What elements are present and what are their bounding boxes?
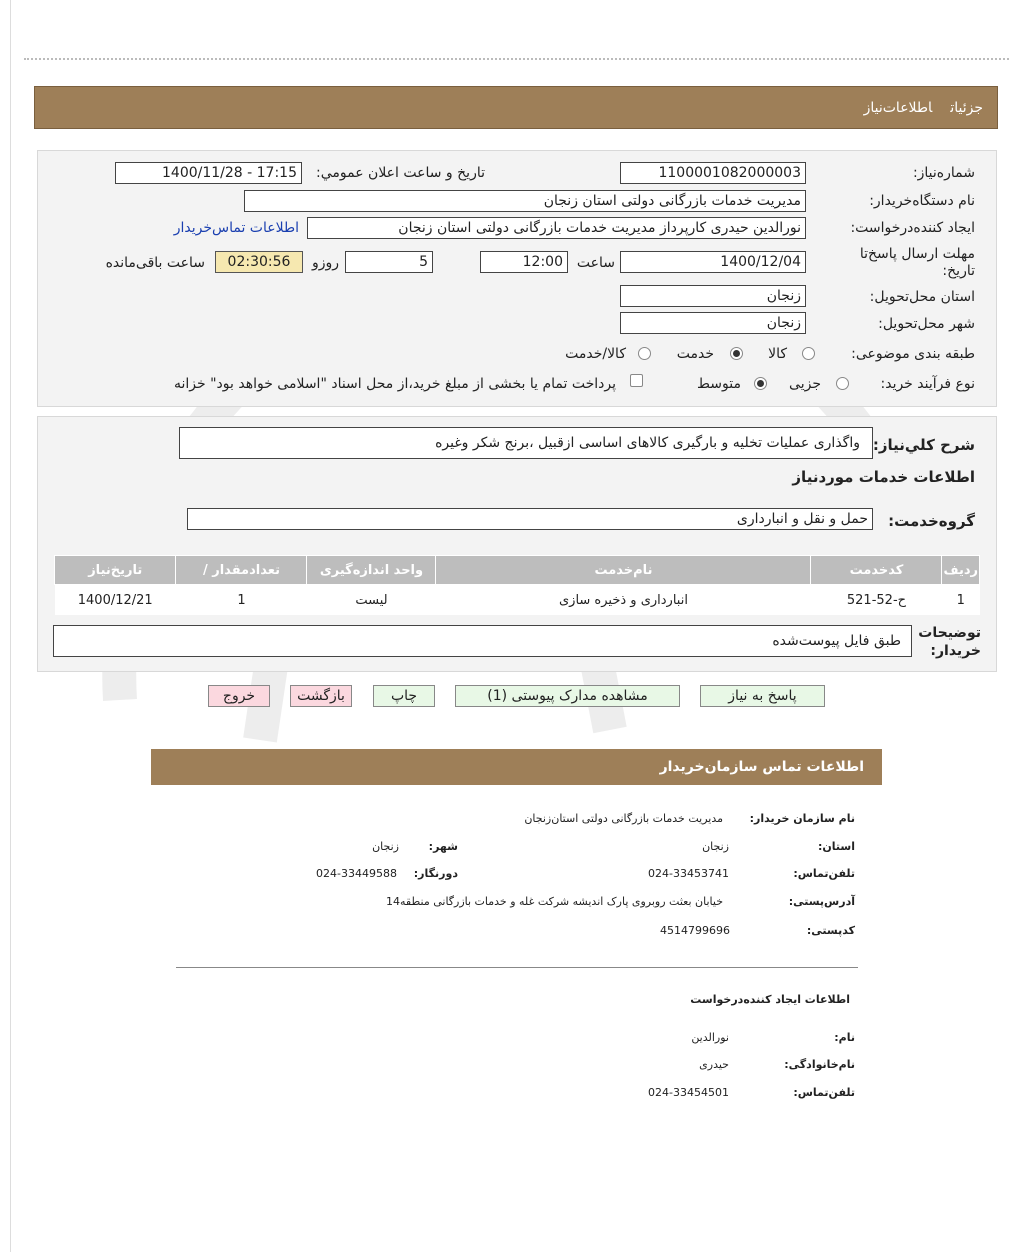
delivery-province-label: استان محل‌تحویل: (869, 289, 975, 305)
buyer-org-label: نام دستگاه‌خریدار: (869, 193, 975, 209)
announce-date-field: 1400/11/28 - 17:15 (115, 162, 302, 184)
deadline-label: مهلت ارسال پاسخ‌تا تاریخ: (859, 246, 975, 279)
time-remaining-field: 02:30:56 (215, 251, 303, 273)
general-description-label: شرح کلي‌نیاز: (872, 436, 975, 454)
row-service-name: انبارداری و ذخیره سازی (436, 585, 811, 616)
process-minor-radio[interactable] (836, 377, 849, 390)
buyer-org-field: مدیریت خدمات بازرگانی دولتی استان زنجان (244, 190, 806, 212)
reply-button[interactable]: پاسخ به نیاز (700, 685, 825, 707)
contact-postal-value: 4514799696 (660, 924, 730, 937)
buyer-contact-title: اطلاعات تماس سازمان‌خریدار (659, 759, 864, 775)
contact-city-label: شهر: (428, 840, 458, 853)
contact-province-label: استان: (818, 840, 855, 853)
col-qty-header: تعدادمقدار / (176, 556, 307, 585)
need-number-label: شماره‌نیاز: (912, 165, 975, 181)
general-description-field: واگذاری عملیات تخلیه و بارگیری کالاهای اساسی ازقبیل ،برنج شکر وغیره (179, 427, 873, 459)
category-label: طبقه بندی موضوعی: (851, 346, 975, 362)
category-goods-service-label: کالا/خدمت (565, 346, 626, 362)
delivery-city-label: شهر محل‌تحویل: (878, 316, 975, 332)
process-type-label: نوع فرآیند خرید: (880, 376, 975, 392)
contact-fax-label: دورنگار: (413, 867, 458, 880)
creator-name-label: نام: (834, 1031, 855, 1044)
details-header-bar (34, 86, 998, 129)
row-number: 1 (942, 585, 980, 616)
creator-field: نورالدین حیدری کارپرداز مدیریت خدمات بازرگانی دولتی استان زنجان (307, 217, 806, 239)
view-attachments-button[interactable]: مشاهده مدارک پیوستی (1) (455, 685, 680, 707)
process-minor-label: جزیی (789, 376, 821, 392)
days-label: روزو (311, 255, 339, 271)
buyer-notes-label: توضیحات خریدار: (918, 625, 981, 659)
category-goods-service-radio[interactable] (638, 347, 651, 360)
contact-address-label: آدرس‌پستی: (788, 895, 855, 908)
contact-address-value: خیابان بعثت روبروی پارک اندیشه شرکت غله و خدمات بازرگانی منطقه14 (386, 895, 723, 908)
service-group-label: گروه‌خدمت: (888, 512, 975, 530)
delivery-city-field: زنجان (620, 312, 806, 334)
buyer-notes-field: طبق فایل پیوست‌شده (53, 625, 912, 657)
process-medium-radio[interactable] (754, 377, 767, 390)
col-unit-header: واحد اندازه‌گیری (307, 556, 436, 585)
top-dotted-divider (24, 58, 1009, 60)
col-code-header: کدخدمت (811, 556, 942, 585)
contact-phone-label: تلفن‌تماس: (793, 867, 855, 880)
buyer-contact-header-bar (151, 749, 882, 785)
category-goods-label: کالا (768, 346, 787, 362)
service-group-field: حمل و نقل و انبارداری (187, 508, 873, 530)
contact-postal-label: کدپستی: (806, 924, 855, 937)
left-border-line (10, 0, 11, 1252)
row-service-code: ح-52-521 (811, 585, 942, 616)
col-name-header: نام‌خدمت (436, 556, 811, 585)
category-service-label: خدمت (676, 346, 714, 362)
contact-phone-value: 024-33453741 (648, 867, 729, 880)
creator-phone-value: 024-33454501 (648, 1086, 729, 1099)
tab-need-info[interactable]: اطلاعات‌نیاز (863, 100, 933, 116)
row-unit: لیست (307, 585, 436, 616)
creator-label: ایجاد کننده‌درخواست: (850, 220, 975, 236)
contact-city-value: زنجان (372, 840, 399, 853)
print-button[interactable]: چاپ (373, 685, 435, 707)
need-number-field: 1100001082000003 (620, 162, 806, 184)
col-date-header: تاریخ‌نیاز (55, 556, 176, 585)
buyer-contact-link[interactable]: اطلاعات تماس‌خریدار (173, 220, 299, 236)
category-service-radio[interactable] (730, 347, 743, 360)
creator-info-title: اطلاعات ایجاد کننده‌درخواست (690, 993, 850, 1006)
contact-province-value: زنجان (702, 840, 729, 853)
contact-org-label: نام سازمان خریدار: (749, 812, 855, 825)
treasury-payment-checkbox[interactable] (630, 374, 643, 387)
time-remaining-label: ساعت باقی‌مانده (105, 255, 205, 271)
deadline-time-label: ساعت (576, 255, 615, 271)
process-medium-label: متوسط (697, 376, 741, 392)
creator-phone-label: تلفن‌تماس: (793, 1086, 855, 1099)
contact-org-value: مدیریت خدمات بازرگانی دولتی استان‌زنجان (524, 812, 723, 825)
category-goods-radio[interactable] (802, 347, 815, 360)
back-button[interactable]: بازگشت (290, 685, 352, 707)
treasury-payment-note: پرداخت تمام یا بخشی از مبلغ خرید،از محل اسناد "اسلامی خواهد بود" خزانه (173, 376, 616, 392)
exit-button[interactable]: خروج (208, 685, 270, 707)
deadline-date-field: 1400/12/04 (620, 251, 806, 273)
creator-family-label: نام‌خانوادگی: (784, 1058, 855, 1071)
row-need-date: 1400/12/21 (55, 585, 176, 616)
services-title: اطلاعات خدمات موردنیاز (792, 468, 975, 486)
services-table (54, 555, 980, 615)
days-remaining-field: 5 (345, 251, 433, 273)
creator-name-value: نورالدین (691, 1031, 729, 1044)
col-row-header: ردیف (942, 556, 980, 585)
contact-fax-value: 024-33449588 (316, 867, 397, 880)
deadline-time-field: 12:00 (480, 251, 568, 273)
delivery-province-field: زنجان (620, 285, 806, 307)
row-quantity: 1 (176, 585, 307, 616)
tab-details[interactable]: جزئیات (950, 100, 983, 116)
announce-date-label: تاریخ و ساعت اعلان عمومي: (316, 165, 485, 181)
contact-divider (176, 967, 858, 968)
creator-family-value: حیدری (699, 1058, 729, 1071)
table-row (55, 585, 980, 616)
